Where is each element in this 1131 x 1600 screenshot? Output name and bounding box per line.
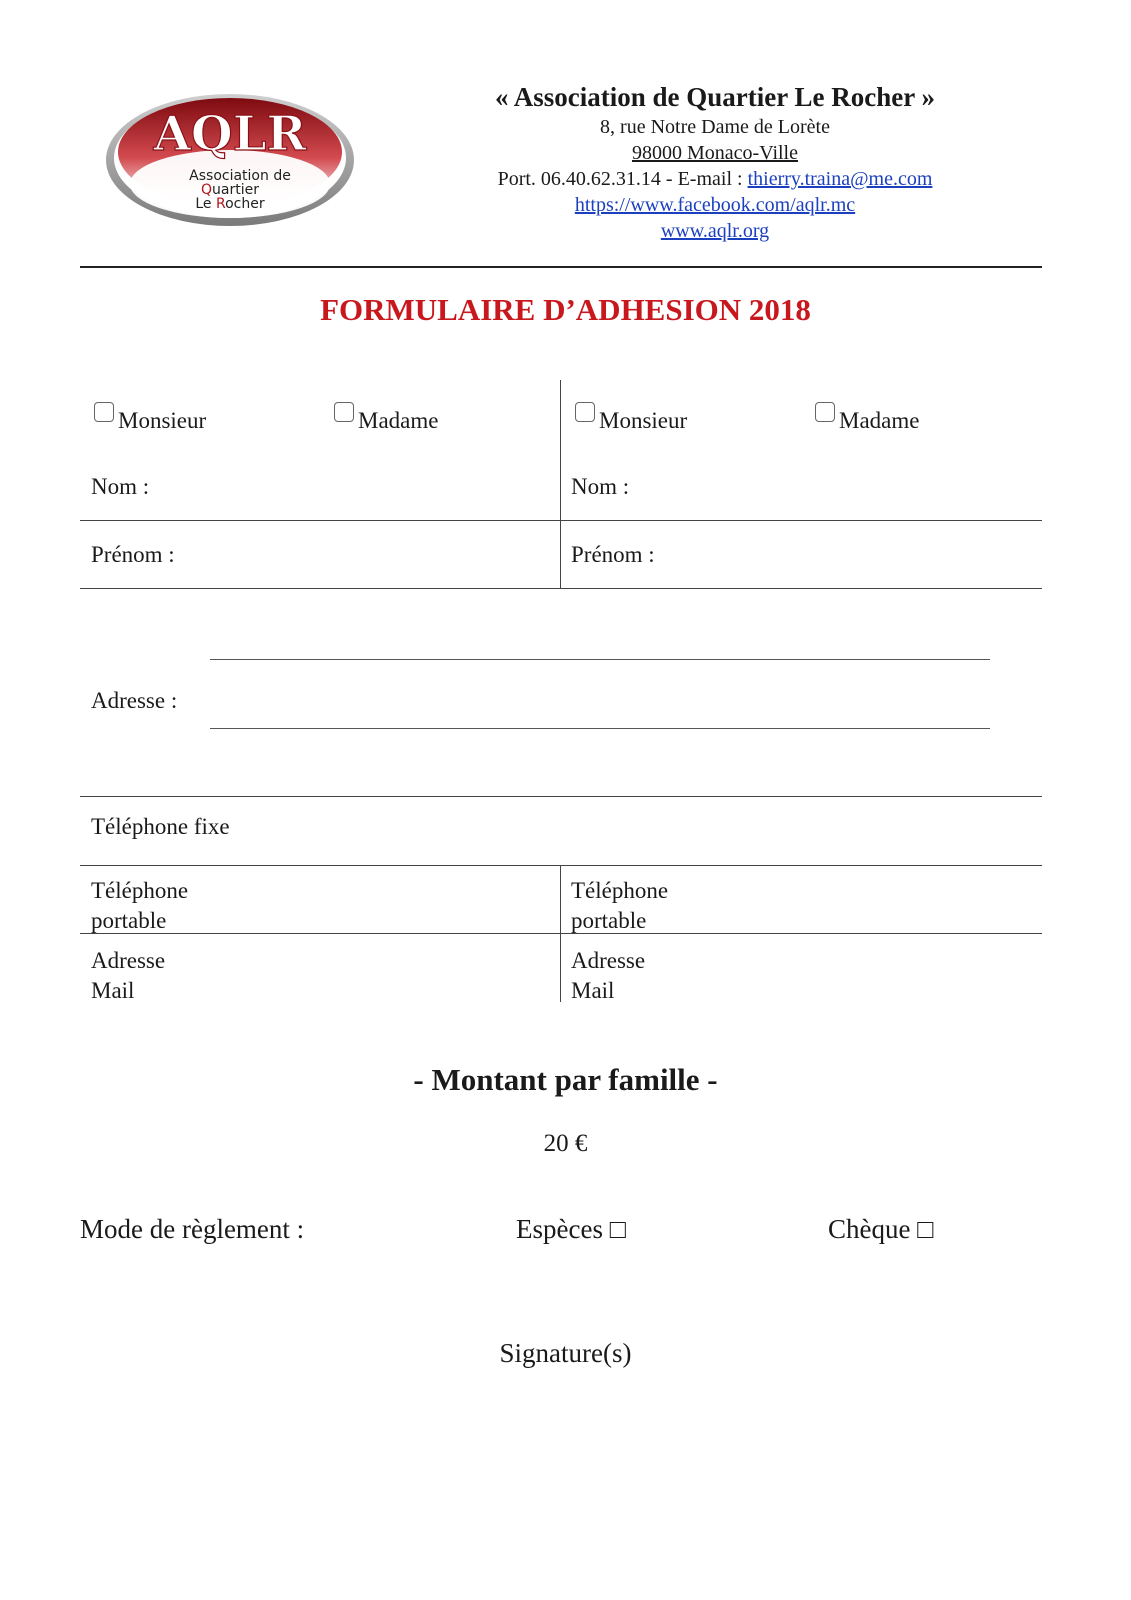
address-line-2: 98000 Monaco-Ville	[632, 142, 798, 164]
payment-mode-label: Mode de règlement :	[80, 1214, 305, 1244]
checkbox-icon[interactable]	[815, 402, 835, 422]
row-divider-tel-fixe	[80, 865, 1042, 866]
address-line-1: 8, rue Notre Dame de Lorète	[600, 116, 830, 138]
row-divider-prenom	[80, 588, 1042, 589]
person2-prenom-label: Prénom :	[571, 542, 655, 567]
payment-cheque-option[interactable]: Chèque □	[828, 1214, 934, 1244]
monsieur-label: Monsieur	[599, 408, 688, 433]
person1-tel-portable-label: Téléphone portable	[91, 878, 189, 933]
payment-especes-option[interactable]: Espèces □	[516, 1214, 627, 1244]
row-divider-nom	[80, 520, 1042, 521]
person2-nom-label: Nom :	[571, 474, 630, 499]
checkbox-icon[interactable]	[575, 402, 595, 422]
website-link[interactable]: www.aqlr.org	[660, 220, 770, 242]
row-divider-tel-portable	[80, 933, 1042, 934]
person2-tel-portable-label: Téléphone portable	[571, 878, 669, 933]
amount-title: - Montant par famille -	[413, 1062, 718, 1097]
checkbox-icon[interactable]	[334, 402, 354, 422]
column-divider-top	[560, 380, 561, 588]
form-title: FORMULAIRE D’ADHESION 2018	[320, 292, 811, 327]
address-line-input-1[interactable]	[210, 659, 990, 660]
phone-label: Port. 06.40.62.31.14 - E-mail :	[497, 168, 748, 190]
person2-madame-option[interactable]	[815, 408, 919, 434]
aqlr-logo	[104, 88, 356, 230]
facebook-link[interactable]: https://www.facebook.com/aqlr.mc	[574, 194, 856, 216]
svg-text:Le Rocher: Le Rocher	[195, 196, 265, 212]
person1-mail-label: Adresse Mail	[91, 948, 166, 1003]
person1-nom-label: Nom :	[91, 474, 150, 499]
email-link[interactable]: thierry.traina@me.com	[747, 168, 933, 190]
person2-monsieur-option[interactable]	[575, 408, 687, 434]
svg-text:Association de: Association de	[189, 168, 291, 184]
monsieur-label: Monsieur	[118, 408, 207, 433]
adresse-label: Adresse :	[91, 688, 178, 713]
madame-label: Madame	[839, 408, 920, 433]
svg-text:Quartier: Quartier	[201, 182, 259, 198]
person1-monsieur-option[interactable]	[94, 408, 206, 434]
contact-line	[440, 166, 990, 192]
signature-label: Signature(s)	[499, 1338, 632, 1368]
person1-prenom-label: Prénom :	[91, 542, 175, 567]
organization-name: « Association de Quartier Le Rocher »	[495, 82, 935, 112]
column-divider-bottom	[560, 865, 561, 1002]
svg-text:AQLR: AQLR	[153, 106, 307, 162]
madame-label: Madame	[358, 408, 439, 433]
checkbox-icon[interactable]	[94, 402, 114, 422]
person1-madame-option[interactable]	[334, 408, 438, 434]
person2-mail-label: Adresse Mail	[571, 948, 646, 1003]
organization-info	[440, 80, 990, 244]
header-divider	[80, 266, 1042, 268]
address-line-input-2[interactable]	[210, 728, 990, 729]
tel-fixe-label: Téléphone fixe	[91, 814, 230, 839]
row-divider-adresse	[80, 796, 1042, 797]
amount-value: 20 €	[543, 1130, 588, 1157]
